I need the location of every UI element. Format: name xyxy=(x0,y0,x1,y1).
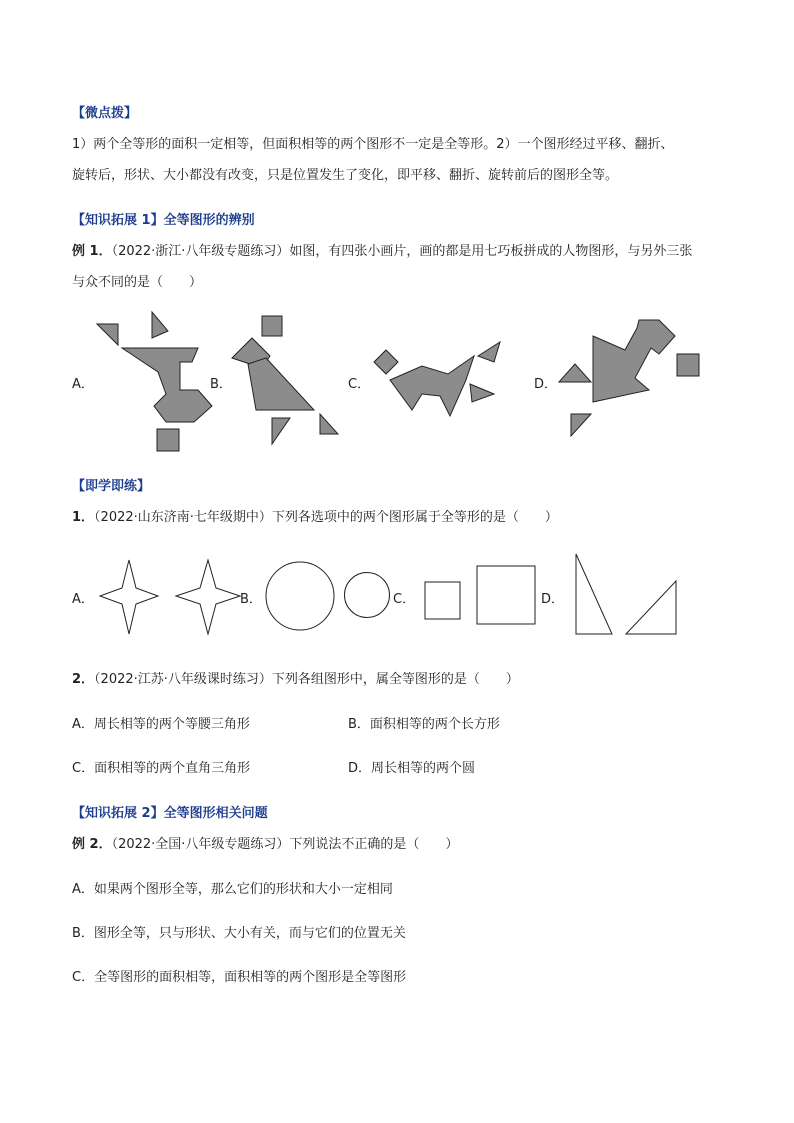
q1-option-d: D． xyxy=(541,592,565,607)
example2-option-a: A．如果两个图形全等，那么它们的形状和大小一定相同 xyxy=(72,882,393,897)
q2-label: 2． xyxy=(72,672,95,687)
example1-label: 例 1． xyxy=(72,244,112,259)
example2-line xyxy=(72,833,458,852)
wide-right-triangle xyxy=(622,578,680,638)
large-circle xyxy=(264,560,338,634)
example1-option-d: D． xyxy=(534,377,558,392)
example2-option-c: C．全等图形的面积相等，面积相等的两个图形是全等图形 xyxy=(72,970,407,985)
q1-text: （2022·山东济南·七年级期中）下列各选项中的两个图形属于全等形的是（ ） xyxy=(94,510,558,525)
example2-label: 例 2． xyxy=(72,837,112,852)
large-square xyxy=(475,564,539,626)
tangram-figure-c xyxy=(370,340,510,425)
ext2-header: 【知识拓展 2】全等图形相关问题 xyxy=(72,806,268,821)
q2-line xyxy=(72,668,519,687)
q2-option-a: A．周长相等的两个等腰三角形 xyxy=(72,717,250,732)
practice-header: 【即学即练】 xyxy=(72,479,151,494)
q2-text: （2022·江苏·八年级课时练习）下列各组图形中，属全等图形的是（ ） xyxy=(94,672,519,687)
example1-line2: 与众不同的是（ ） xyxy=(72,275,203,290)
q2-option-d: D．周长相等的两个圆 xyxy=(348,761,476,776)
tangram-figure-d xyxy=(555,318,703,443)
tangram-figure-b xyxy=(226,312,346,447)
ext1-header: 【知识拓展 1】全等图形的辨别 xyxy=(72,213,255,228)
tip-line-2: 旋转后，形状、大小都没有改变，只是位置发生了变化，即平移、翻折、旋转前后的图形全等。 xyxy=(72,168,619,183)
four-point-star-left xyxy=(96,558,162,638)
example1-option-c: C． xyxy=(348,377,371,392)
example2-option-b: B．图形全等，只与形状、大小有关，而与它们的位置无关 xyxy=(72,926,406,941)
small-square xyxy=(423,580,463,622)
q1-label: 1． xyxy=(72,510,95,525)
tall-right-triangle xyxy=(572,552,616,638)
example1-option-a: A． xyxy=(72,377,94,392)
tip-header: 【微点拨】 xyxy=(72,106,138,121)
q2-option-c: C．面积相等的两个直角三角形 xyxy=(72,761,251,776)
small-circle xyxy=(343,571,393,621)
example1-option-b: B． xyxy=(210,377,232,392)
example2-text: （2022·全国·八年级专题练习）下列说法不正确的是（ ） xyxy=(111,837,459,852)
q1-option-a: A． xyxy=(72,592,94,607)
tip-line-1: 1）两个全等形的面积一定相等，但面积相等的两个图形不一定是全等形。2）一个图形经过平移、翻折、 xyxy=(72,137,674,152)
example1-text: （2022·浙江·八年级专题练习）如图，有四张小画片，画的都是用七巧板拼成的人物图形，与另外三张 xyxy=(111,244,693,259)
tangram-figure-a xyxy=(94,310,214,455)
q2-option-b: B．面积相等的两个长方形 xyxy=(348,717,500,732)
q1-option-c: C． xyxy=(393,592,416,607)
four-point-star-right xyxy=(174,558,244,638)
q1-option-b: B． xyxy=(240,592,262,607)
example1-line1 xyxy=(72,240,692,259)
q1-line xyxy=(72,506,558,525)
